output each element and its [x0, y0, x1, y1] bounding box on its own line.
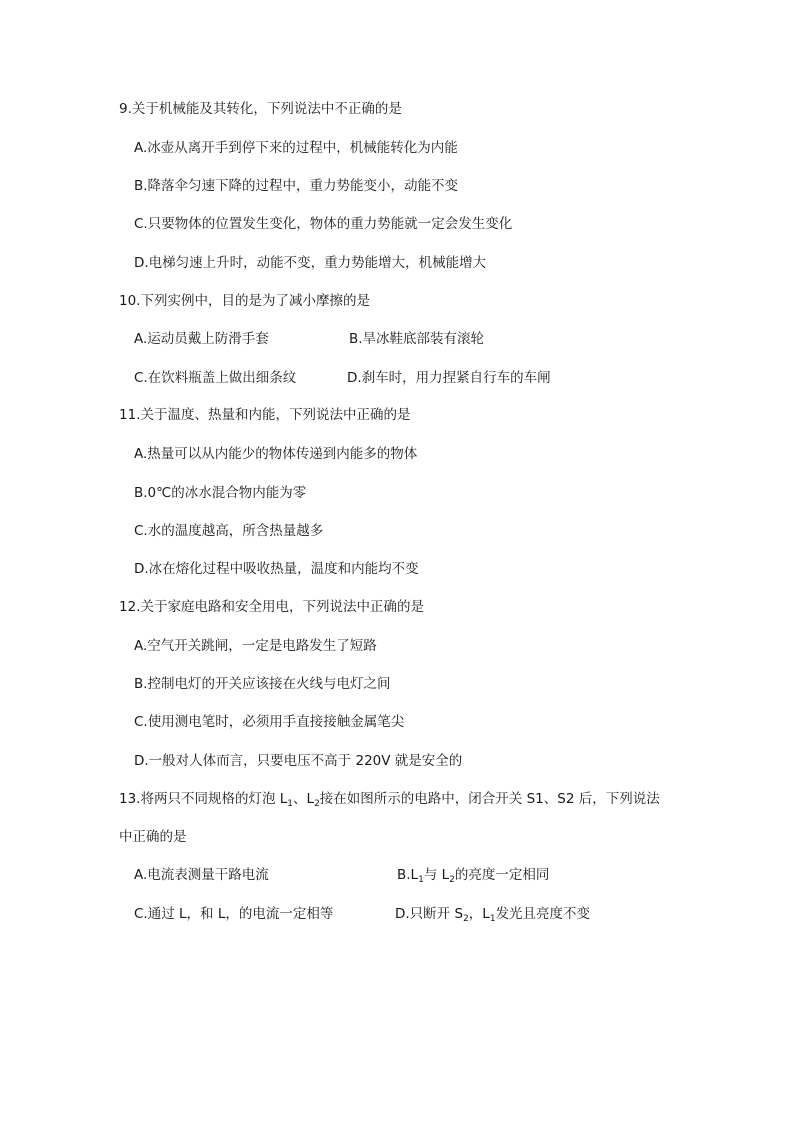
- question-13-stem-line-2: 中正确的是: [119, 829, 187, 845]
- question-10-option-b: B.旱冰鞋底部装有滚轮: [349, 331, 485, 347]
- question-9-option-b: B.降落伞匀速下降的过程中，重力势能变小，动能不变: [134, 178, 459, 194]
- question-13-option-b: [397, 866, 549, 884]
- option-d-text-2: ，L: [468, 906, 490, 922]
- question-10-option-d: D.刹车时，用力捏紧自行车的车闸: [347, 370, 551, 386]
- subscript: 2: [463, 914, 469, 924]
- question-9-option-d: D.电梯匀速上升时，动能不变，重力势能增大，机械能增大: [134, 255, 487, 271]
- question-10-option-c: C.在饮料瓶盖上做出细条纹: [134, 370, 297, 386]
- question-11-option-b: B.0℃的冰水混合物内能为零: [134, 485, 307, 501]
- question-9-stem: 9.关于机械能及其转化，下列说法中不正确的是: [119, 101, 402, 117]
- question-11-option-a: A.热量可以从内能少的物体传递到内能多的物体: [134, 446, 418, 462]
- option-b-text-1: B.L: [397, 867, 419, 883]
- subscript: 1: [489, 914, 496, 924]
- question-11-stem: 11.关于温度、热量和内能，下列说法中正确的是: [119, 407, 411, 423]
- question-11-option-c: C.水的温度越高，所含热量越多: [134, 523, 324, 539]
- question-12-option-c: C.使用测电笔时，必须用手直接接触金属笔尖: [134, 714, 405, 730]
- option-b-text-3: 的亮度一定相同: [454, 867, 550, 883]
- question-13-option-a: A.电流表测量干路电流: [134, 867, 269, 883]
- question-12-stem: 12.关于家庭电路和安全用电，下列说法中正确的是: [119, 599, 424, 615]
- question-13-stem: [119, 790, 660, 808]
- question-12-option-d: D.一般对人体而言，只要电压不高于 220V 就是安全的: [134, 753, 463, 769]
- question-9-option-c: C.只要物体的位置发生变化，物体的重力势能就一定会发生变化: [134, 216, 513, 232]
- option-d-text-3: 发光且亮度不变: [495, 906, 591, 922]
- subscript: 2: [449, 875, 455, 885]
- question-13-option-d: [395, 905, 590, 923]
- question-11-option-d: D.冰在熔化过程中吸收热量，温度和内能均不变: [134, 561, 419, 577]
- option-d-text-1: D.只断开 S: [395, 906, 464, 922]
- subscript: 1: [287, 799, 294, 809]
- question-9-option-a: A.冰壶从离开手到停下来的过程中，机械能转化为内能: [134, 140, 458, 156]
- question-12-option-b: B.控制电灯的开关应该接在火线与电灯之间: [134, 676, 391, 692]
- subscript: 1: [418, 875, 424, 885]
- option-b-text-2: 与 L: [423, 867, 450, 883]
- subscript: 2: [314, 799, 320, 809]
- question-12-option-a: A.空气开关跳闸，一定是电路发生了短路: [134, 638, 377, 654]
- question-13-stem-text-2: 、L: [293, 791, 315, 807]
- question-10-option-a: A.运动员戴上防滑手套: [134, 331, 269, 347]
- question-13-option-c: C.通过 L，和 L，的电流一定相等: [134, 906, 334, 922]
- question-13-stem-text-1: 13.将两只不同规格的灯泡 L: [119, 791, 288, 807]
- question-10-stem: 10.下列实例中，目的是为了减小摩擦的是: [119, 293, 370, 309]
- question-13-stem-text-3: 接在如图所示的电路中，闭合开关 S1、S2 后，下列说法: [319, 791, 660, 807]
